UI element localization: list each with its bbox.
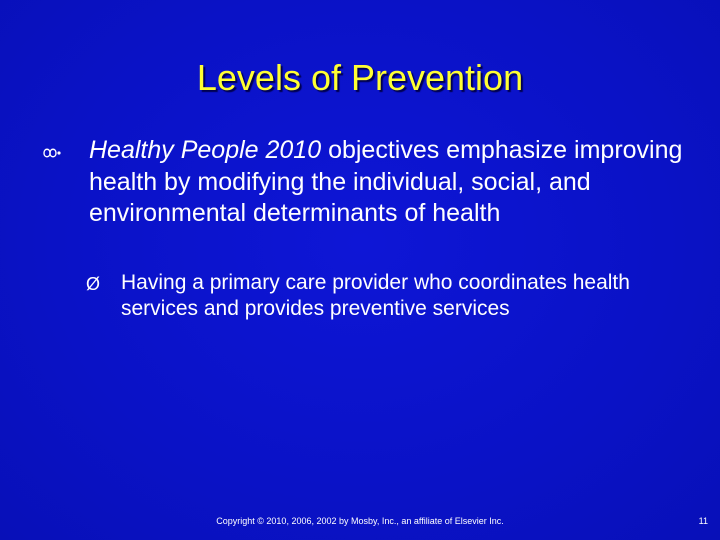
bullet-level-1-text — [89, 135, 689, 230]
bullet-level-2-text: Having a primary care provider who coordinates health services and provides preventive services — [121, 271, 630, 320]
italic-lead: Healthy People 2010 — [89, 136, 322, 164]
page-number: 11 — [698, 516, 708, 526]
copyright-notice: Copyright © 2010, 2006, 2002 by Mosby, Inc., an affiliate of Elsevier Inc. — [216, 516, 504, 526]
slide-title: Levels of Prevention — [196, 57, 524, 98]
arrowhead-bullet-icon: Ø — [86, 274, 101, 294]
bullet-level-1-rest: objectives emphasize improving health by modifying the individual, social, and environmental determinants of health — [89, 136, 683, 227]
fancy-bullet-icon — [42, 145, 62, 161]
footer — [0, 514, 720, 528]
